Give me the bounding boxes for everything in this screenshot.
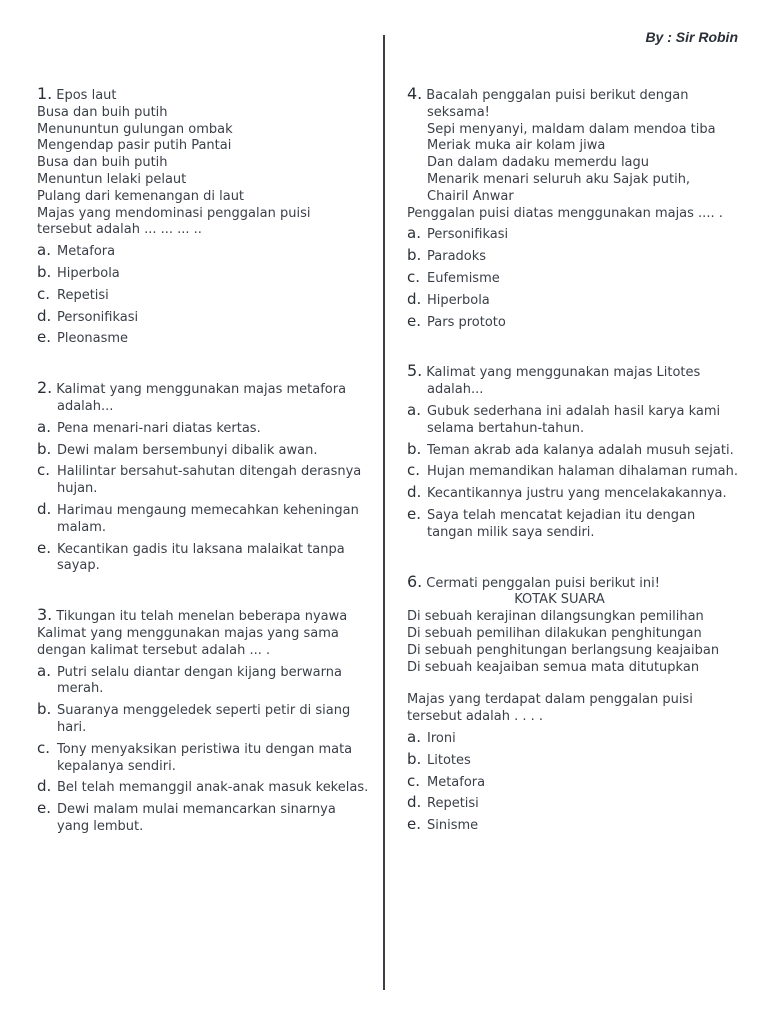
answer-option [37,308,372,327]
option-text: Pleonasme [57,331,129,347]
answer-option [407,751,742,770]
question-number: 3. [37,605,53,625]
stem-line: Mengendap pasir putih Pantai [37,138,232,154]
answer-option [407,247,742,266]
question-intro: Kalimat yang menggunakan majas metafora [56,382,347,398]
spacer [407,676,742,692]
option-text: Teman akrab ada kalanya adalah musuh sejati. [427,442,734,458]
option-letter: e. [37,328,51,347]
stem-line: Busa dan buih putih [37,104,168,120]
answer-option [37,329,372,348]
option-text: Dewi malam bersembunyi dibalik awan. [57,442,318,458]
answer-option [407,402,742,438]
option-text: Paradoks [427,249,487,265]
option-text: Personifikasi [57,309,139,325]
stem-line: Meriak muka air kolam jiwa [427,138,606,154]
option-text: Harimau mengaung memecahkan keheningan malam. [57,502,359,535]
answer-option [407,225,742,244]
stem-line: Majas yang mendominasi penggalan puisi [37,205,311,221]
stem-line: Di sebuah kerajinan dilangsungkan pemilihan [407,609,704,625]
option-text: Kecantikan gadis itu laksana malaikat tanpa sayap. [57,541,345,574]
answer-option [407,291,742,310]
stem-line: Chairil Anwar [427,188,514,204]
answer-option [37,800,372,836]
question-2 [37,380,372,575]
answer-option [37,462,372,498]
option-text: Litotes [427,752,471,768]
question-stem [37,86,372,105]
right-column [407,86,742,867]
answer-option [37,740,372,776]
option-text: Hiperbola [57,265,120,281]
option-letter: b. [407,749,422,768]
option-letter: c. [37,738,51,757]
option-letter: d. [407,289,422,308]
question-3 [37,607,372,836]
option-letter: a. [37,241,51,260]
answer-option [37,501,372,537]
option-text: Suaranya menggeledek seperti petir di siang hari. [57,703,351,735]
answer-option [37,540,372,576]
answer-option [407,794,742,813]
question-stem [37,380,372,399]
answer-option [37,419,372,438]
option-letter: b. [37,700,52,719]
option-text: Kecantikannya justru yang mencelakakannya. [427,486,727,502]
stem-line: Menununtun gulungan ombak [37,121,233,137]
stem-line: tersebut adalah ... ... ... .. [37,222,202,238]
stem-line: Pulang dari kemenangan di laut [37,188,245,204]
question-intro: Kalimat yang menggunakan majas Litotes [426,365,701,381]
option-letter: b. [407,246,422,265]
option-letter: a. [407,727,421,746]
option-letter: a. [37,661,51,680]
question-6 [407,571,742,835]
stem-line: dengan kalimat tersebut adalah ... . [37,642,271,658]
option-letter: e. [407,815,421,834]
answer-option [407,269,742,288]
stem-line: Di sebuah pemilihan dilakukan penghitungan [407,625,702,641]
answer-option [37,778,372,797]
answer-option [407,313,742,332]
option-text: Gubuk sederhana ini adalah hasil karya kami selama bertahun-tahun. [427,403,721,436]
option-text: Repetisi [427,796,479,812]
stem-line: Di sebuah keajaiban semua mata ditutupkan [407,659,700,675]
option-text: Metafora [427,774,486,790]
option-text: Repetisi [57,287,109,303]
question-5 [407,363,742,541]
question-intro: Cermati penggalan puisi berikut ini! [426,575,660,591]
author-credit: By : Sir Robin [645,29,738,45]
question-stem [407,86,742,105]
option-letter: b. [407,439,422,458]
question-number: 4. [407,84,423,103]
option-text: Hiperbola [427,292,490,308]
option-text: Pena menari-nari diatas kertas. [57,420,261,436]
option-text: Personifikasi [427,227,509,243]
answer-option [407,816,742,835]
question-stem [407,363,742,382]
option-text: Putri selalu diantar dengan kijang berwarna merah. [57,664,342,697]
answer-option [37,663,372,699]
option-letter: c. [37,284,51,303]
option-letter: d. [407,793,422,812]
option-text: Metafora [57,244,116,260]
answer-option [407,729,742,748]
option-letter: d. [37,777,52,796]
answer-option [37,286,372,305]
option-text: Bel telah memanggil anak-anak masuk kekelas. [57,780,369,796]
left-column [37,86,372,868]
answer-option [37,264,372,283]
option-letter: e. [407,311,421,330]
option-text: Sinisme [427,818,479,834]
option-letter: a. [407,400,421,419]
option-text: Halilintar bersahut-sahutan ditengah derasnya hujan. [57,464,362,497]
stem-line: Dan dalam dadaku memerdu lagu [427,155,650,171]
option-letter: d. [37,306,52,325]
option-letter: e. [37,799,51,818]
stem-line: Di sebuah penghitungan berlangsung keajaiban [407,642,720,658]
stem-line: Busa dan buih putih [37,155,168,171]
option-letter: c. [407,461,421,480]
option-text: Dewi malam mulai memancarkan sinarnya yang lembut. [57,802,336,834]
option-letter: d. [37,499,52,518]
question-4 [407,86,742,331]
option-letter: a. [37,417,51,436]
answer-option [407,773,742,792]
option-letter: c. [407,771,421,790]
column-divider [383,35,385,990]
answer-option [407,506,742,542]
question-intro: Tikungan itu telah menelan beberapa nyawa [56,609,348,625]
question-stem [37,607,372,626]
answer-option [407,462,742,481]
option-text: Eufemisme [427,270,500,286]
question-intro: Epos laut [56,88,117,103]
stem-line: adalah... [427,382,484,398]
question-number: 5. [407,361,423,381]
option-letter: b. [37,439,52,458]
stem-line: Majas yang terdapat dalam penggalan puisi [407,692,693,708]
poem-title: KOTAK SUARA [514,592,605,608]
option-letter: c. [407,267,421,286]
stem-line: seksama! [427,104,490,120]
question-intro: Bacalah penggalan puisi berikut dengan [426,88,689,103]
option-letter: c. [37,461,51,480]
option-text: Pars prototo [427,314,506,330]
answer-option [37,441,372,460]
stem-line: Menuntun lelaki pelaut [37,171,187,187]
answer-option [37,701,372,737]
option-letter: a. [407,224,421,243]
option-letter: d. [407,483,422,502]
option-text: Saya telah mencatat kejadian itu dengan tangan milik saya sendiri. [427,507,696,540]
option-text: Ironi [427,730,456,746]
stem-line: Kalimat yang menggunakan majas yang sama [37,625,339,641]
stem-line: adalah... [57,398,114,414]
option-text: Hujan memandikan halaman dihalaman rumah. [427,464,739,480]
question-stem [407,571,742,593]
option-letter: b. [37,262,52,281]
question-number: 2. [37,378,53,398]
answer-option [407,484,742,503]
question-1 [37,86,372,348]
stem-line: Sepi menyanyi, maldam dalam mendoa tiba [427,121,716,137]
stem-line: Penggalan puisi diatas menggunakan majas .... . [407,205,723,221]
answer-option [37,242,372,261]
option-letter: e. [407,504,421,523]
option-text: Tony menyaksikan peristiwa itu dengan mata kepalanya sendiri. [57,741,353,774]
stem-line: Menarik menari seluruh aku Sajak putih, [427,171,691,187]
answer-option [407,441,742,460]
option-letter: e. [37,538,51,557]
stem-line: tersebut adalah . . . . [407,709,543,725]
question-number: 1. [37,84,53,103]
question-number: 6. [407,571,423,591]
